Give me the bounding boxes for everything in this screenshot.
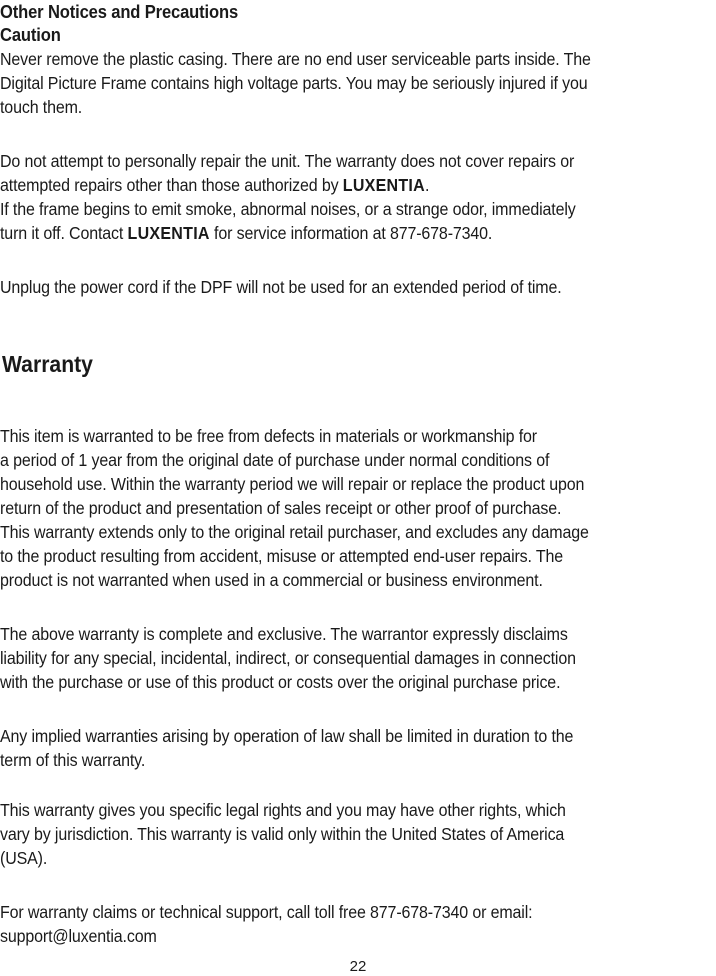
text-line: Never remove the plastic casing. There are no end user serviceable parts inside. The	[0, 49, 591, 69]
text-line: Any implied warranties arising by operation of law shall be limited in duration to the	[0, 726, 574, 746]
text-line: household use. Within the warranty period we will repair or replace the product upon	[0, 474, 585, 494]
caution-label: Caution	[0, 25, 61, 45]
text-line: product is not warranted when used in a commercial or business environment.	[0, 570, 543, 590]
text-line: vary by jurisdiction. This warranty is valid only within the United States of America	[0, 824, 565, 844]
text-line: to the product resulting from accident, misuse or attempted end-user repairs. The	[0, 546, 564, 566]
warranty-title: Warranty	[2, 351, 93, 377]
text-line: attempted repairs other than those authorized by LUXENTIA.	[0, 175, 430, 195]
text-line: Digital Picture Frame contains high voltage parts. You may be seriously injured if you	[0, 73, 588, 93]
support-email: support@luxentia.com	[0, 926, 157, 946]
text-line: Unplug the power cord if the DPF will not be used for an extended period of time.	[0, 277, 562, 297]
text-line: turn it off. Contact LUXENTIA for service information at 877-678-7340.	[0, 223, 493, 243]
text-line: This warranty gives you specific legal rights and you may have other rights, which	[0, 800, 566, 820]
text-line: with the purchase or use of this product or costs over the original purchase price.	[0, 672, 561, 692]
brand-name: LUXENTIA	[127, 223, 210, 243]
notices-heading: Other Notices and Precautions	[0, 2, 239, 22]
text-line: return of the product and presentation of sales receipt or other proof of purchase.	[0, 498, 562, 518]
text-line: liability for any special, incidental, indirect, or consequential damages in connection	[0, 648, 576, 668]
text-line: For warranty claims or technical support, call toll free 877-678-7340 or email:	[0, 902, 533, 922]
text-line: a period of 1 year from the original date of purchase under normal conditions of	[0, 450, 550, 470]
text-line: The above warranty is complete and exclusive. The warrantor expressly disclaims	[0, 624, 568, 644]
text-line: (USA).	[0, 848, 48, 868]
text-line: Do not attempt to personally repair the unit. The warranty does not cover repairs or	[0, 151, 575, 171]
text-line: This warranty extends only to the original retail purchaser, and excludes any damage	[0, 522, 589, 542]
text-line: If the frame begins to emit smoke, abnormal noises, or a strange odor, immediately	[0, 199, 576, 219]
text-line: This item is warranted to be free from defects in materials or workmanship for	[0, 426, 537, 446]
text-line: term of this warranty.	[0, 750, 146, 770]
page-number: 22	[349, 958, 367, 975]
brand-name: LUXENTIA	[342, 175, 425, 195]
text-line: touch them.	[0, 97, 83, 117]
